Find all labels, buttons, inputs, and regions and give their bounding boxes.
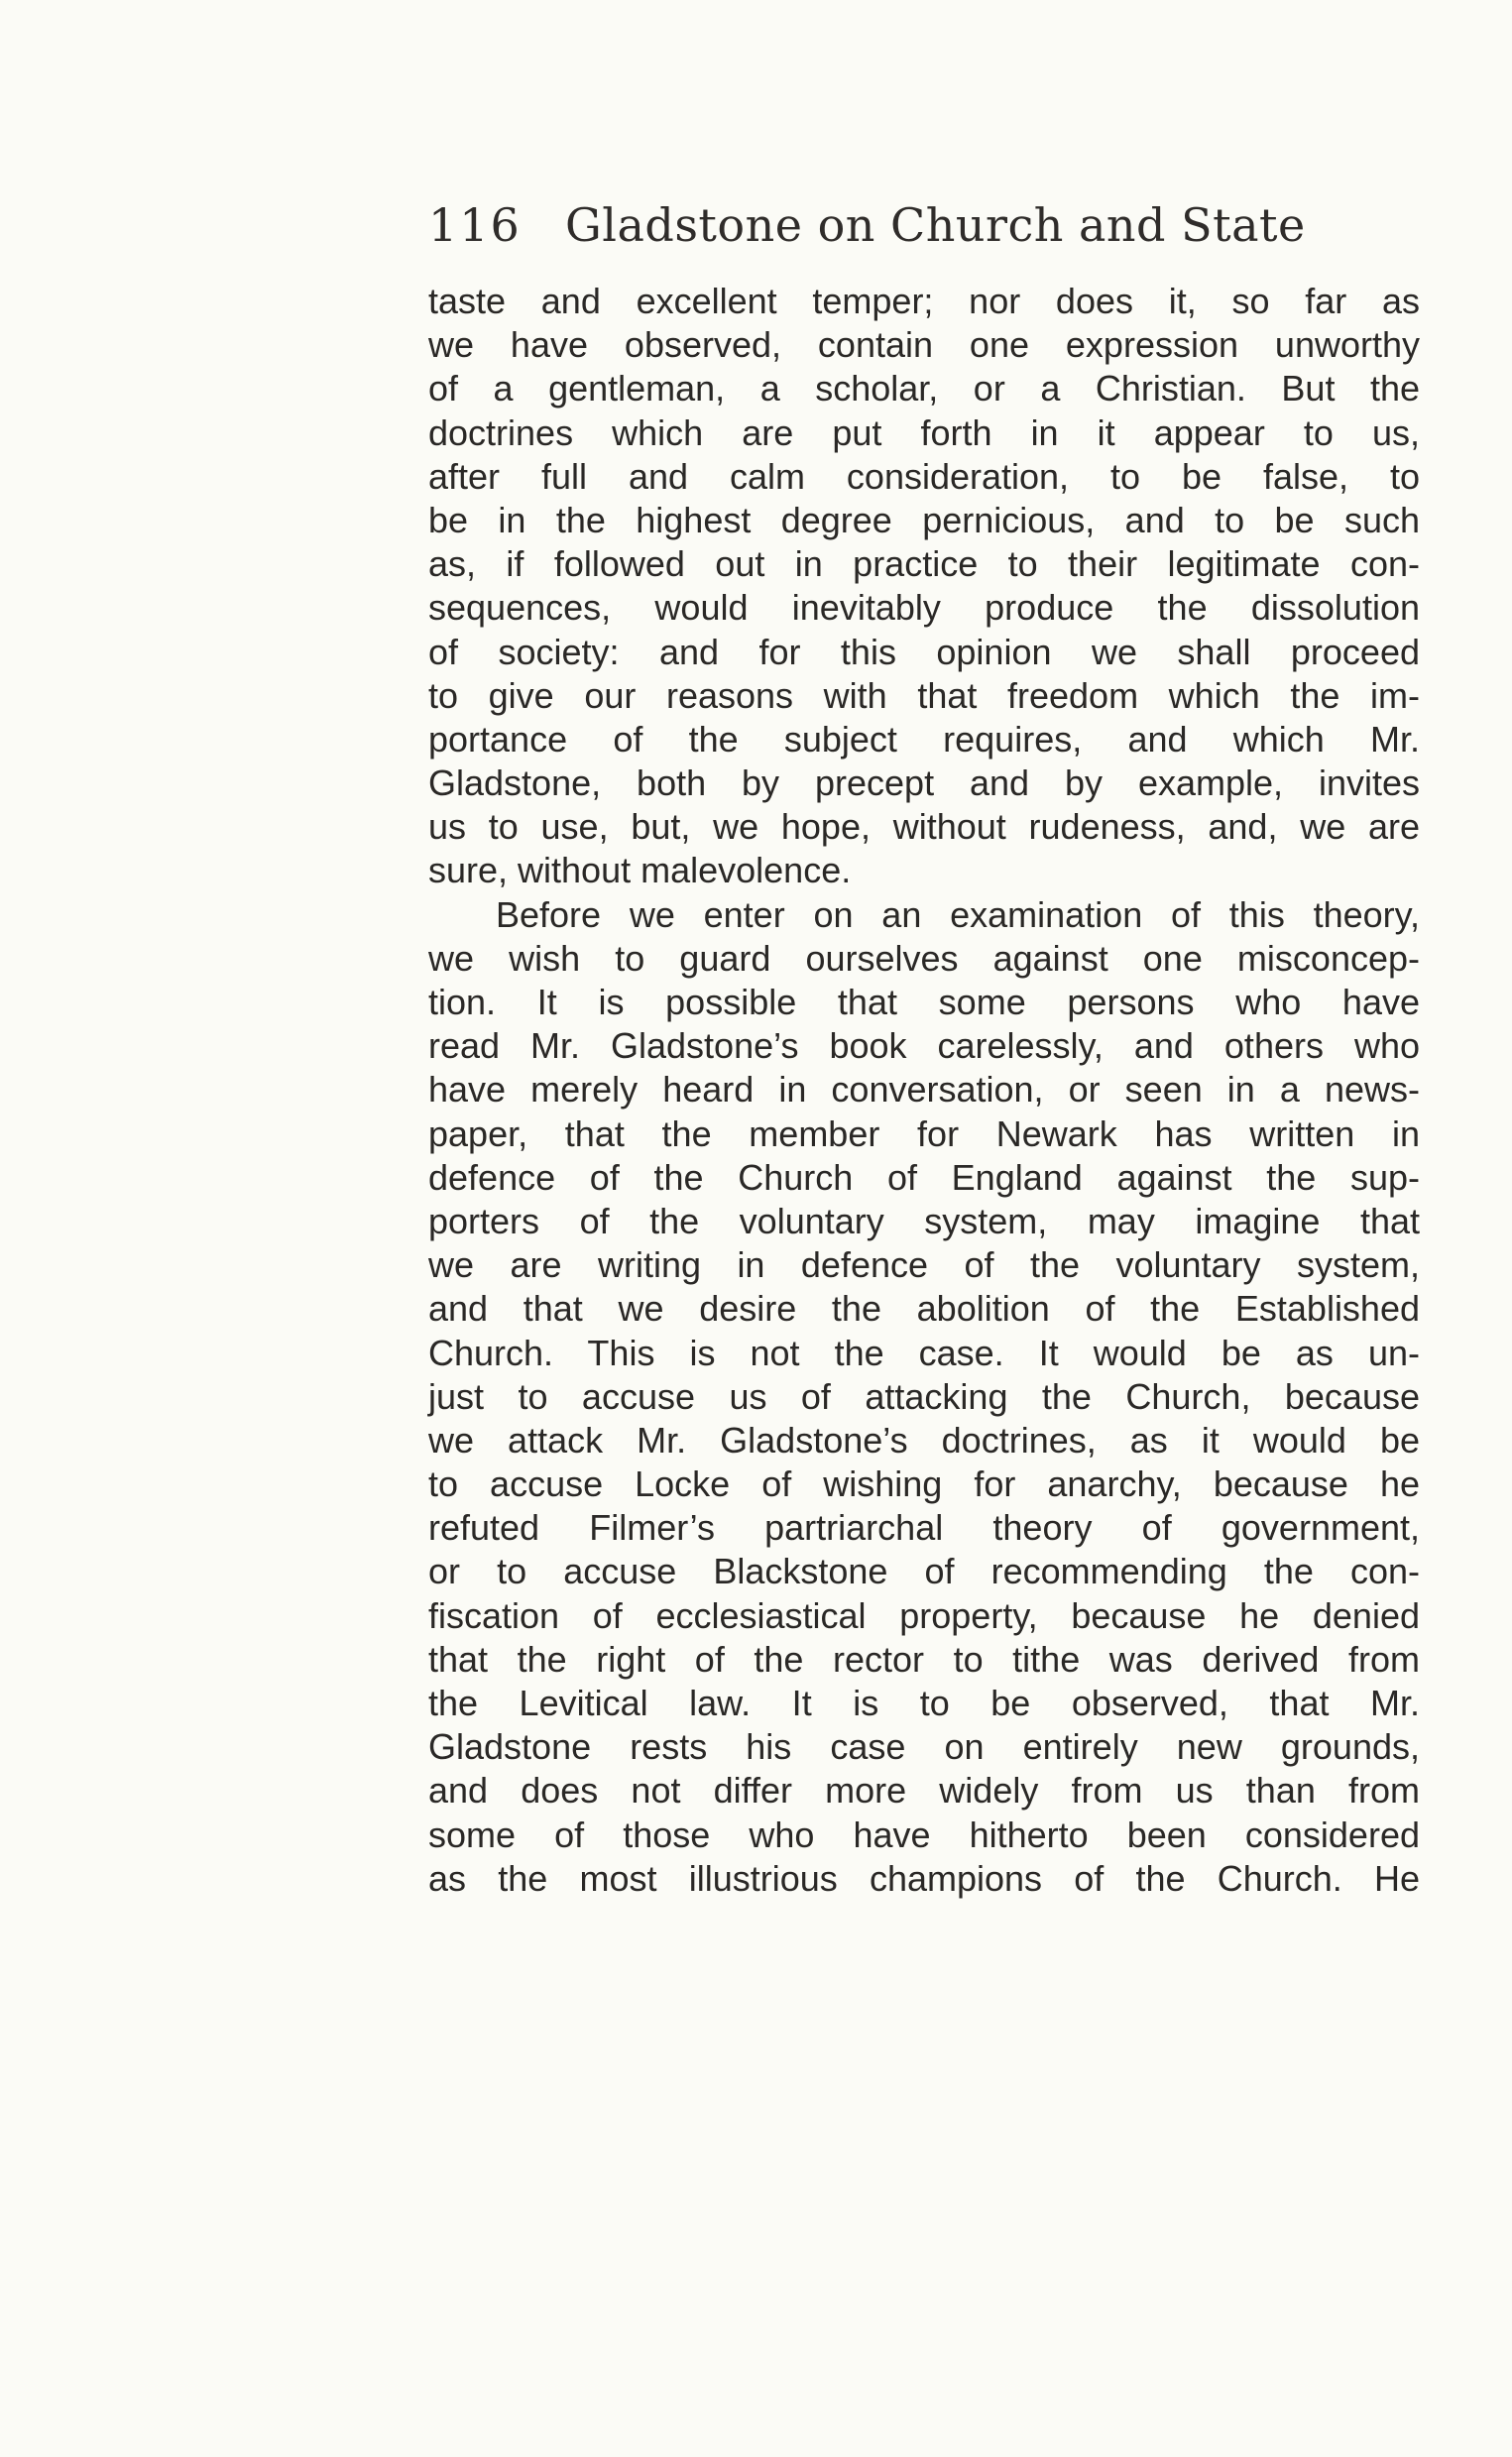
text-line: to accuse Locke of wishing for anarchy, because he xyxy=(428,1463,1420,1505)
text-line: Church. This is not the case. It would be as un- xyxy=(428,1332,1420,1373)
text-line: porters of the voluntary system, may imagine that xyxy=(428,1200,1420,1241)
text-line: that the right of the rector to tithe was derived from xyxy=(428,1638,1420,1680)
text-line: to give our reasons with that freedom which the im- xyxy=(428,674,1420,716)
text-line: refuted Filmer’s partriarchal theory of government, xyxy=(428,1507,1420,1549)
text-line: some of those who have hitherto been considered xyxy=(428,1814,1420,1855)
text-line: after full and calm consideration, to be false, to xyxy=(428,455,1420,497)
page-number: 116 xyxy=(428,198,522,252)
text-line: or to accuse Blackstone of recommending the con- xyxy=(428,1551,1420,1592)
text-line: us to use, but, we hope, without rudeness, and, we are xyxy=(428,806,1420,848)
text-line: taste and excellent temper; nor does it, so far as xyxy=(428,281,1420,321)
text-line: have merely heard in conversation, or seen in a news- xyxy=(428,1069,1420,1111)
text-line: of a gentleman, a scholar, or a Christian. But the xyxy=(428,368,1420,410)
text-line: defence of the Church of England against the sup- xyxy=(428,1156,1420,1198)
text-line: doctrines which are put forth in it appear to us, xyxy=(428,411,1420,453)
book-page xyxy=(428,198,1420,1901)
text-line: and that we desire the abolition of the Established xyxy=(428,1288,1420,1330)
text-line: the Levitical law. It is to be observed, that Mr. xyxy=(428,1683,1420,1723)
running-title: Gladstone on Church and State xyxy=(565,198,1306,252)
text-line: we wish to guard ourselves against one misconcep- xyxy=(428,937,1420,979)
text-line: just to accuse us of attacking the Church, because xyxy=(428,1375,1420,1417)
paragraph-2 xyxy=(428,893,1420,1901)
text-line: as, if followed out in practice to their legitimate con- xyxy=(428,543,1420,585)
text-line: we are writing in defence of the voluntary system, xyxy=(428,1244,1420,1286)
text-line: sure, without malevolence. xyxy=(428,850,852,891)
body-text xyxy=(428,280,1420,1901)
text-line: paper, that the member for Newark has written in xyxy=(428,1112,1420,1154)
text-line: read Mr. Gladstone’s book carelessly, and others who xyxy=(428,1025,1420,1067)
text-line: Gladstone, both by precept and by example, invites xyxy=(428,762,1420,804)
running-header xyxy=(428,198,1420,262)
text-line: of society: and for this opinion we shall proceed xyxy=(428,631,1420,672)
text-line: we have observed, contain one expression unworthy xyxy=(428,324,1420,366)
text-line: portance of the subject requires, and which Mr. xyxy=(428,718,1420,760)
text-line: we attack Mr. Gladstone’s doctrines, as it would be xyxy=(428,1419,1420,1461)
text-line: as the most illustrious champions of the Church. He xyxy=(428,1857,1420,1899)
text-line: be in the highest degree pernicious, and to be such xyxy=(428,499,1420,540)
text-line: Before we enter on an examination of this theory, xyxy=(496,893,1420,935)
paragraph-1 xyxy=(428,280,1420,893)
text-line: sequences, would inevitably produce the dissolution xyxy=(428,587,1420,629)
text-line: and does not differ more widely from us than from xyxy=(428,1770,1420,1812)
text-line: tion. It is possible that some persons who have xyxy=(428,982,1420,1022)
text-line: fiscation of ecclesiastical property, because he denied xyxy=(428,1594,1420,1636)
text-line: Gladstone rests his case on entirely new grounds, xyxy=(428,1726,1420,1768)
